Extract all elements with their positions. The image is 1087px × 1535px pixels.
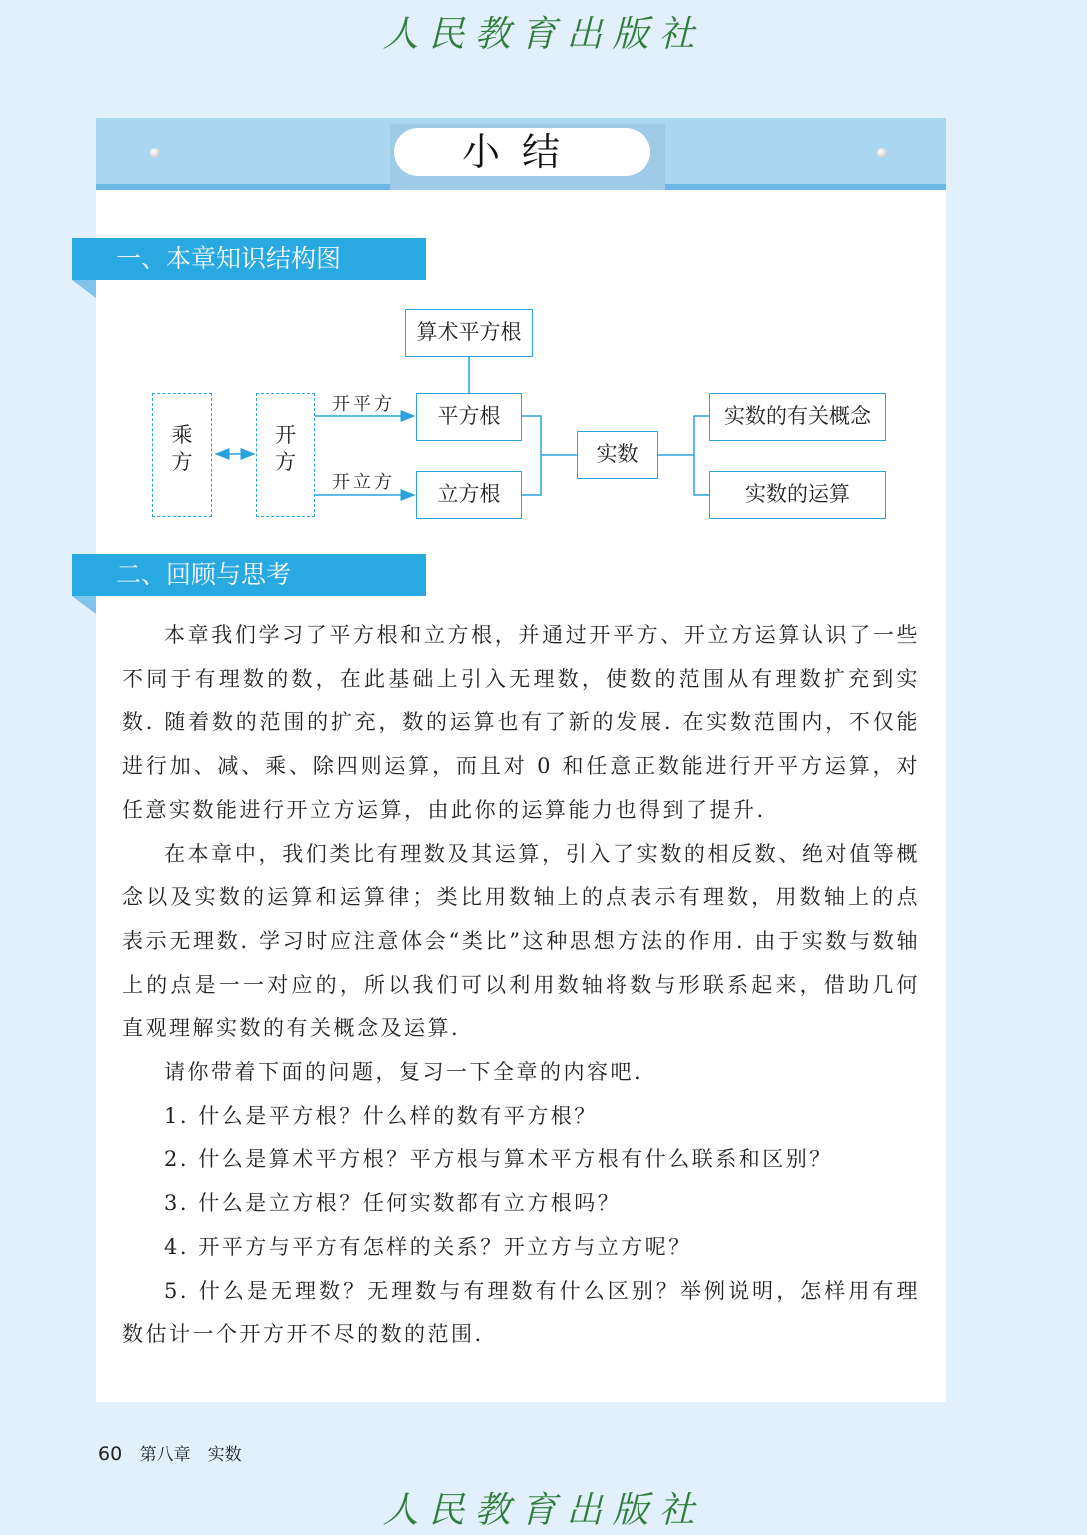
paragraph: 请你带着下面的问题，复习一下全章的内容吧. (164, 1060, 644, 1085)
paragraph: 本章我们学习了平方根和立方根，并通过开平方、开立方运算认识了一些不同于有理数的数，在此基础上引入无理数，使数的范围从有理数扩充到实数. 随着数的范围的扩充，数的运算也有了新的发展. 在实数范围内，不仅能进行加、减、乘、除四则运算，而且对 0 和任意正数能进行开平方运算，对任意实数能进行开立方运算，由此你的运算能力也得到了提升. (122, 623, 920, 822)
box-arithmetic-square-root: 算术平方根 (405, 309, 533, 357)
box-root-extraction (256, 393, 315, 517)
label-sqrt-operation: 开平方 (332, 394, 395, 415)
box-cube-root: 立方根 (416, 471, 522, 519)
page-footer (98, 1440, 242, 1465)
box-root-char-2: 方 (275, 450, 296, 474)
box-square-root: 平方根 (416, 393, 522, 441)
review-body (122, 614, 920, 1357)
page-number: 60 (98, 1443, 123, 1465)
box-real-operations: 实数的运算 (709, 471, 886, 519)
box-power-char-2: 方 (171, 450, 193, 474)
publisher-watermark-bottom: 人民教育出版社 (382, 1490, 705, 1531)
section-heading-review: 二、回顾与思考 (72, 554, 426, 596)
question-item: 2. 什么是算术平方根？平方根与算术平方根有什么联系和区别？ (164, 1147, 833, 1172)
box-real-numbers: 实数 (577, 431, 658, 479)
link-branch (694, 416, 709, 495)
box-power-char-1: 乘 (171, 423, 193, 447)
box-power (152, 393, 212, 517)
question-item: 4. 开平方与平方有怎样的关系？开立方与立方呢？ (164, 1234, 692, 1259)
paragraph: 在本章中，我们类比有理数及其运算，引入了实数的相反数、绝对值等概念以及实数的运算和运算律；类比用数轴上的点表示有理数，用数轴上的点表示无理数. 学习时应注意体会“类比”这种思想方法的作用. 由于实数与数轴上的点是一一对应的，所以我们可以利用数轴将数与形联系起来，借助几何直观理解实数的有关概念及运算. (122, 841, 920, 1041)
question-item: 3. 什么是立方根？任何实数都有立方根吗？ (164, 1191, 622, 1216)
question-item: 1. 什么是平方根？什么样的数有平方根？ (164, 1103, 598, 1128)
link-square-real (522, 416, 541, 495)
box-real-concepts: 实数的有关概念 (709, 393, 886, 441)
chapter-label: 第八章 实数 (139, 1445, 242, 1465)
publisher-watermark-top: 人民教育出版社 (382, 14, 705, 55)
knowledge-structure-diagram (0, 0, 1087, 560)
section-heading-structure: 一、本章知识结构图 (72, 238, 426, 280)
label-cbrt-operation: 开立方 (332, 472, 395, 493)
question-item: 5. 什么是无理数？无理数与有理数有什么区别？举例说明，怎样用有理数估计一个开方开不尽的数的范围. (122, 1278, 920, 1347)
box-root-char-1: 开 (275, 423, 296, 447)
section-heading-fold (72, 596, 96, 614)
summary-title: 小结 (394, 128, 650, 176)
